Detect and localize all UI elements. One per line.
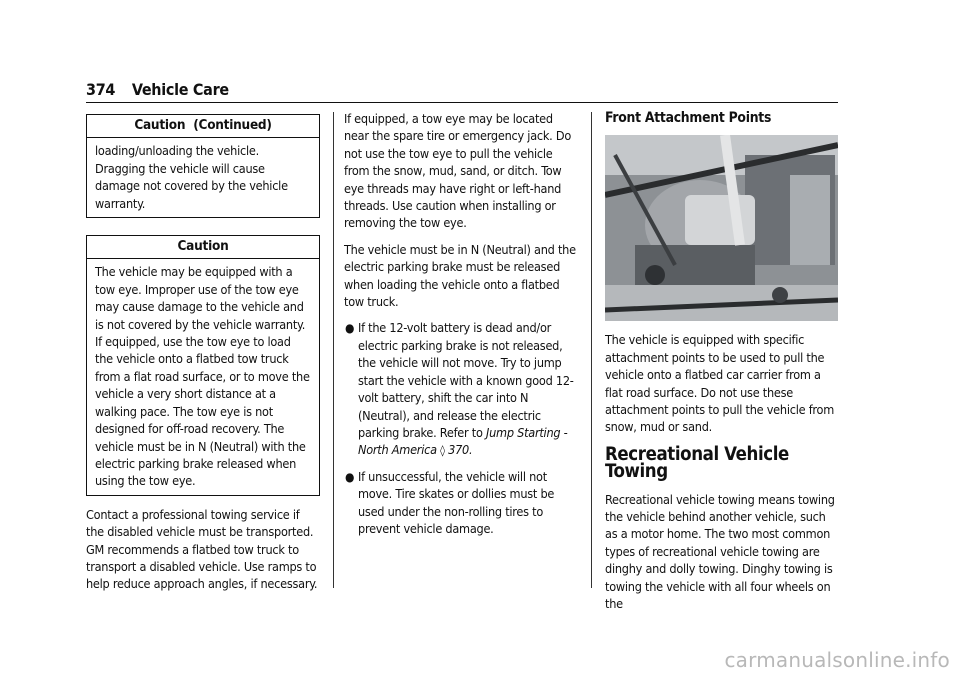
caution-body-2: If equipped, use the tow eye to load the vehicle onto a flatbed tow truck from a flat road surface, or to move the vehicle a very short distance at a walking pace. The tow eye is not designed for off-road recovery. The vehicle must be in N (Neutral) with the electric parking brake released when using the tow eye. [95,334,310,489]
bullet-icon: ● [345,321,355,336]
page-header [86,80,838,102]
caution-continued-body: loading/unloading the vehicle. Dragging the vehicle will cause damage not covered by the vehicle warranty. [95,143,288,211]
watermark: carmanualsonline.info [724,648,950,672]
recreational-towing-paragraph: Recreational vehicle towing means towing the vehicle behind another vehicle, such as a motor home. The two most common types of recreational vehicle towing are dinghy and dolly towing. Dinghy towing is towing the vehicle with all four wheels on the [605,491,835,612]
left-column [86,114,320,602]
page-number: 374 [86,80,116,99]
bullet-1-text: If the 12-volt battery is dead and/or electric parking brake is not released, the vehicle will not move. Try to jump start the vehicle with a known good 12-volt battery, shift the car into N (Neutral), and release the electric parking brake. Refer to [358,320,574,440]
jump-starting-link[interactable]: Jump Starting - North America [358,424,568,458]
bullet-icon: ● [345,469,355,484]
front-attachment-photo [605,135,838,321]
jump-starting-page-link[interactable]: 370 [448,442,469,458]
column-divider-2 [591,112,592,588]
neutral-paragraph: The vehicle must be in N (Neutral) and the electric parking brake must be released when loading the vehicle onto a flatbed tow truck. [344,241,576,310]
list-item [344,468,580,538]
header-rule [86,102,838,103]
towing-service-paragraph: Contact a professional towing service if the disabled vehicle must be transported. GM recommends a flatbed tow truck to transport a disabled vehicle. Use ramps to help reduce approach angles, if necessary. [86,506,318,592]
attachment-paragraph: The vehicle is equipped with specific attachment points to be used to pull the vehicle onto a flatbed car carrier from a flat road surface. Do not use these attachment points to pull the vehicle from snow, mud or sand. [605,332,835,435]
right-column [605,110,840,622]
list-item: ● If the 12-volt battery is dead and/or electric parking brake is not released, the vehicle will not move. Try to jump start the vehicle with a known good 12-volt battery, shift the car into N (Neutral), and release the electric parking brake. Refer to Jump Starting - North America ◊ 370. [345,320,574,458]
bullet-2-text: If unsuccessful, the vehicle will not move. Tire skates or dollies must be used under the non-rolling tires to prevent vehicle damage. [358,468,555,536]
caution-body-1: The vehicle may be equipped with a tow eye. Improper use of the tow eye may cause damage to the vehicle and is not covered by the vehicle warranty. [95,264,306,332]
xref-arrow-icon: ◊ [440,444,445,458]
bullet-list [344,319,580,537]
middle-column [344,110,580,545]
section-title: Vehicle Care [131,80,229,99]
column-divider-1 [333,112,334,588]
caution-title: Caution [87,236,319,259]
caution-continued-box [86,114,320,218]
recreational-towing-heading: Recreational Vehicle Towing [605,443,789,483]
caution-box [86,235,320,496]
front-attachment-heading: Front Attachment Points [605,110,772,126]
undercarriage-illustration [605,135,838,321]
tow-eye-paragraph: If equipped, a tow eye may be located near the spare tire or emergency jack. Do not use the tow eye to pull the vehicle from the snow, mud, sand, or ditch. Tow eye threads may have right or left-hand threads. Use caution when installing or removing the tow eye. [344,111,572,231]
caution-continued-title: Caution (Continued) [87,115,319,138]
